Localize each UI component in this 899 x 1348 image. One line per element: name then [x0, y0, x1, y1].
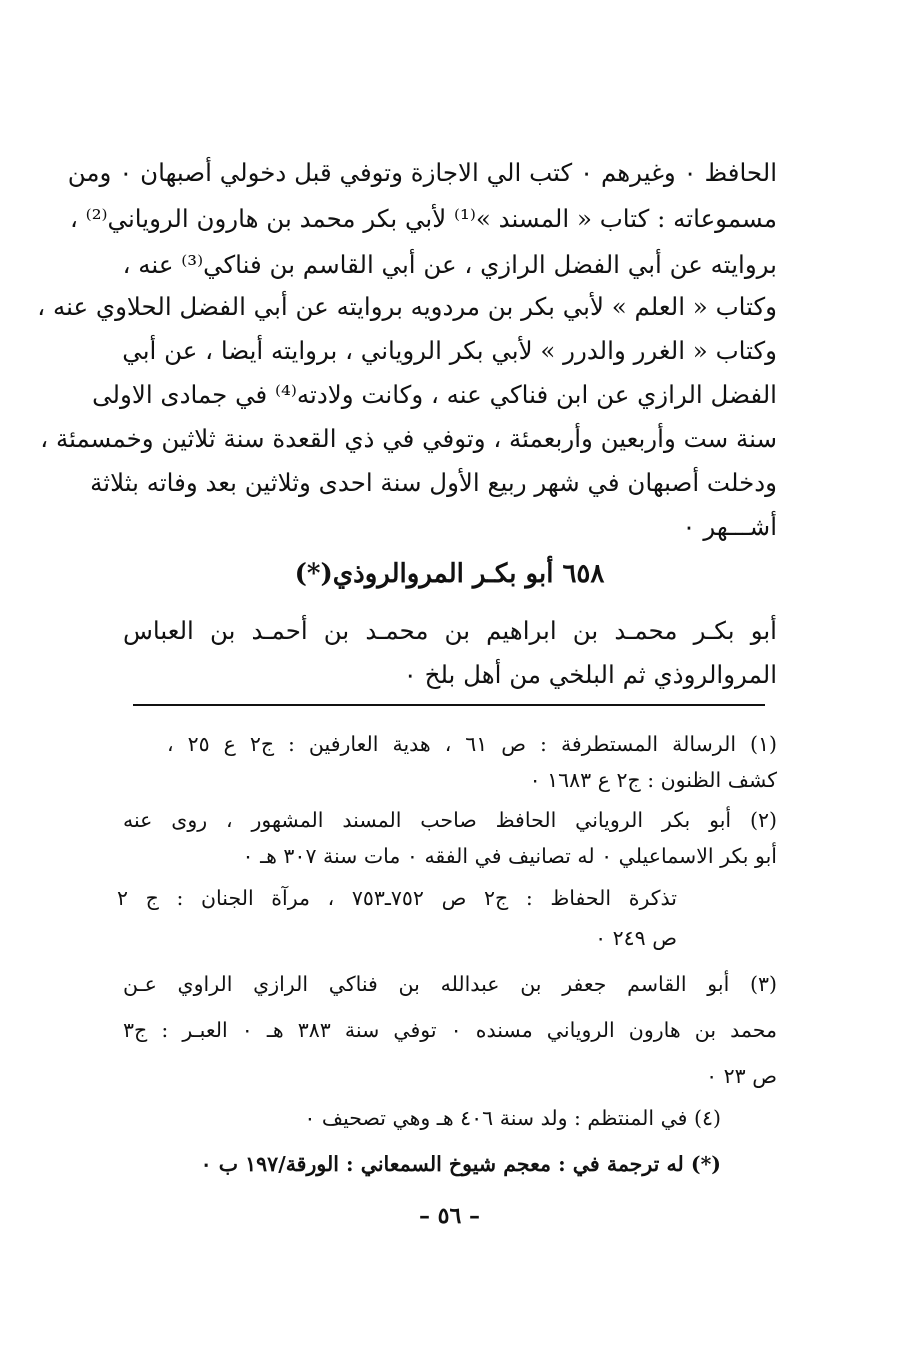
body-line: مسموعاته : كتاب « المسند »⁽¹⁾ لأبي بكر محمد بن هارون الروياني⁽²⁾ ، [69, 204, 777, 233]
page-number: – ٥٦ – [419, 1203, 480, 1229]
footnote-line: تذكرة الحفاظ : ج٢ ص ٧٥٢ـ٧٥٣ ، مرآة الجنان : ج ٢ [117, 886, 677, 910]
entry-heading: ٦٥٨ أبو بكـر المروالروذي(*) [294, 559, 605, 589]
body-line: وكتاب « الغرر والدرر » لأبي بكر الروياني ، بروايته أيضا ، عن أبي [122, 336, 777, 365]
footnote-line: (٤) في المنتظم : ولد سنة ٤٠٦ هـ وهي تصحيف ٠ [304, 1106, 721, 1130]
footnote-line: (*) له ترجمة في : معجم شيوخ السمعاني : الورقة/١٩٧ ب ٠ [200, 1152, 721, 1176]
footnote-line: ص ٢٤٩ ٠ [595, 926, 677, 950]
body-line: الحافظ ٠ وغيرهم ٠ كتب الي الاجازة وتوفي قبل دخولي أصبهان ٠ ومن [67, 158, 777, 187]
footnote-line: (٢) أبو بكر الروياني الحافظ صاحب المسند المشهور ، روى عنه [123, 808, 777, 832]
body-line: الفضل الرازي عن ابن فناكي عنه ، وكانت ولادته⁽⁴⁾ في جمادى الاولى [92, 380, 777, 409]
body-line: أشـــهر ٠ [682, 512, 777, 541]
body-line: ودخلت أصبهان في شهر ربيع الأول سنة احدى وثلاثين بعد وفاته بثلاثة [90, 468, 777, 497]
body-line: وكتاب « العلم » لأبي بكر بن مردويه بروايته عن أبي الفضل الحلاوي عنه ، [37, 292, 777, 321]
entry-line: المروالروذي ثم البلخي من أهل بلخ ٠ [403, 660, 777, 689]
footnote-line: كشف الظنون : ج٢ ع ١٦٨٣ ٠ [529, 768, 777, 792]
entry-line: أبو بكـر محمـد بن ابراهيم بن محمـد بن أحمـد بن العباس [123, 616, 777, 645]
footnote-line: (٣) أبو القاسم جعفر بن عبدالله بن فناكي الرازي الراوي عـن [123, 972, 777, 996]
footnote-divider [133, 704, 765, 706]
footnote-line: (١) الرسالة المستطرفة : ص ٦١ ، هدية العارفين : ج٢ ع ٢٥ ، [167, 732, 777, 756]
footnote-line: ص ٢٣ ٠ [706, 1064, 777, 1088]
body-line: بروايته عن أبي الفضل الرازي ، عن أبي القاسم بن فناكي⁽³⁾ عنه ، [122, 250, 777, 279]
body-line: سنة ست وأربعين وأربعمئة ، وتوفي في ذي القعدة سنة ثلاثين وخمسمئة ، [40, 424, 777, 453]
footnote-line: أبو بكر الاسماعيلي ٠ له تصانيف في الفقه ٠ مات سنة ٣٠٧ هـ ٠ [242, 844, 777, 868]
footnote-line: محمد بن هارون الروياني مسنده ٠ توفي سنة ٣٨٣ هـ ٠ العبـر : ج٣ [123, 1018, 777, 1042]
